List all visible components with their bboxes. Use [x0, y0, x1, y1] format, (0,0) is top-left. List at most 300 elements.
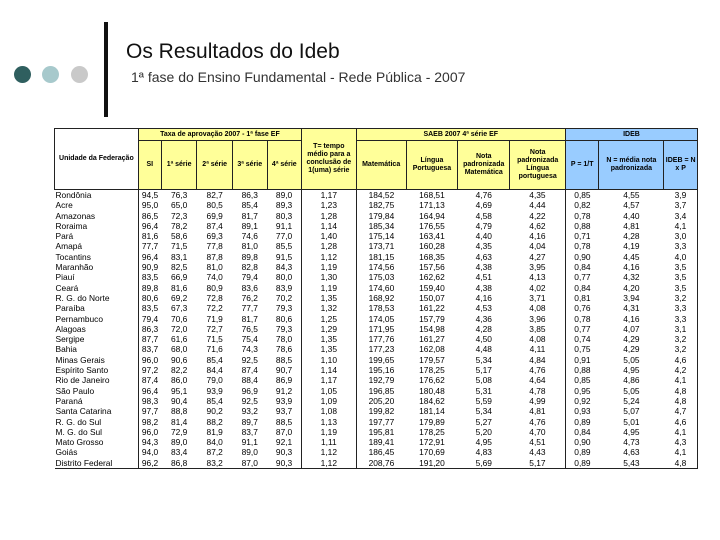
table-cell: 205,20 — [356, 396, 406, 406]
table-cell: 3,95 — [529, 262, 546, 273]
table-cell: 82,5 — [170, 262, 188, 273]
col-n: N = média nota padronizada — [599, 141, 664, 190]
table-cell: 96,0 — [138, 427, 161, 437]
table-cell: 81,7 — [241, 210, 258, 221]
state-name-cell: R. G. do Norte — [55, 292, 110, 303]
table-cell: 3,85 — [529, 323, 546, 334]
table-cell: 81,6 — [138, 231, 161, 241]
table-cell: 4,99 — [529, 395, 546, 406]
table-cell: 90,2 — [206, 406, 223, 417]
table-cell: 197,77 — [356, 417, 406, 427]
table-cell: 191,20 — [406, 458, 457, 469]
table-cell: 96,0 — [138, 355, 161, 365]
state-name-cell: Rio de Janeiro — [55, 375, 110, 386]
table-cell: 84,4 — [206, 365, 223, 376]
table-cell: 0,95 — [565, 386, 599, 396]
table-cell: 0,77 — [565, 324, 599, 334]
table-cell: 69,2 — [170, 292, 188, 303]
state-name-cell: Paraíba — [55, 303, 85, 314]
table-cell: 90,4 — [170, 395, 188, 406]
table-cell: 5,01 — [623, 416, 640, 427]
col-lingua-portuguesa: Língua Portuguesa — [406, 141, 457, 190]
table-cell: 81,9 — [206, 426, 223, 437]
table-cell: 4,76 — [475, 190, 492, 200]
table-cell: 88,5 — [275, 416, 293, 427]
table-cell: 81,0 — [206, 262, 223, 273]
table-cell: 4,69 — [475, 200, 492, 211]
table-cell: 1,14 — [302, 365, 356, 375]
table-cell: 93,9 — [275, 395, 293, 406]
table-cell: 87,4 — [206, 220, 223, 231]
state-name-cell: Roraima — [55, 220, 88, 231]
table-cell: 164,94 — [419, 210, 445, 221]
table-cell: 86,8 — [161, 458, 197, 469]
table-cell: 1,19 — [302, 427, 356, 437]
table-cell: 4,6 — [664, 417, 698, 427]
table-cell: 83,5 — [138, 303, 161, 313]
table-cell: 93,2 — [241, 406, 258, 417]
table-cell: 170,69 — [419, 447, 445, 458]
table-cell: 82,2 — [170, 365, 188, 376]
table-cell: 181,14 — [419, 406, 445, 417]
state-name-cell: Santa Catarina — [55, 406, 112, 417]
table-cell: 88,2 — [206, 416, 223, 427]
table-cell: 96,4 — [138, 221, 161, 231]
table-cell: 4,95 — [623, 426, 640, 437]
table-cell: 86,5 — [138, 211, 161, 221]
table-cell: 4,8 — [664, 396, 698, 406]
table-row — [55, 458, 698, 469]
table-cell: 79,3 — [275, 303, 293, 314]
decor-dot-grey — [71, 66, 88, 83]
state-name-cell: Minas Gerais — [55, 354, 105, 365]
table-cell: 1,14 — [302, 221, 356, 231]
table-cell: 5,24 — [623, 395, 640, 406]
table-cell: 81,0 — [241, 241, 258, 252]
table-cell: 80,6 — [138, 293, 161, 303]
table-cell: 74,0 — [206, 272, 223, 283]
table-cell: 90,7 — [275, 365, 293, 376]
table-cell: 84,3 — [275, 262, 293, 273]
table-cell: 80,0 — [275, 272, 293, 283]
table-cell: 78,6 — [275, 344, 293, 355]
table-row — [55, 314, 698, 324]
table-row — [55, 211, 698, 221]
table-cell: 1,32 — [302, 303, 356, 313]
table-cell: 179,57 — [419, 354, 445, 365]
table-cell: 86,9 — [275, 375, 293, 386]
table-cell: 177,23 — [356, 344, 406, 354]
state-name-cell: Tocantins — [55, 251, 91, 262]
table-cell: 4,83 — [475, 447, 492, 458]
table-cell: 86,3 — [138, 324, 161, 334]
header-uf: Unidade da Federação — [55, 129, 139, 190]
table-cell: 72,2 — [206, 303, 223, 314]
table-row — [55, 324, 698, 334]
table-cell: 80,6 — [275, 313, 293, 324]
table-cell: 0,89 — [565, 458, 599, 469]
table-cell: 0,74 — [565, 334, 599, 344]
table-cell: 89,7 — [241, 416, 258, 427]
col-p: P = 1/T — [565, 141, 599, 190]
table-cell: 79,0 — [206, 375, 223, 386]
table-cell: 3,96 — [529, 313, 546, 324]
table-cell: 175,14 — [356, 231, 406, 241]
slide-title: Os Resultados do Ideb — [126, 40, 340, 63]
table-cell: 74,6 — [241, 231, 258, 242]
table-cell: 5,08 — [475, 375, 492, 386]
col-serie3: 3ª série — [232, 141, 267, 190]
table-cell: 4,1 — [664, 375, 698, 385]
table-cell: 1,40 — [302, 231, 356, 241]
table-cell: 4,20 — [623, 282, 640, 293]
table-cell: 4,62 — [529, 220, 546, 231]
table-cell: 178,25 — [419, 426, 445, 437]
table-cell: 90,3 — [275, 447, 293, 458]
table-cell: 3,1 — [664, 324, 698, 334]
table-cell: 4,38 — [475, 282, 492, 293]
table-cell: 72,3 — [170, 210, 188, 221]
table-cell: 97,7 — [138, 406, 161, 416]
table-cell: 4,28 — [475, 323, 492, 334]
table-cell: 1,35 — [302, 293, 356, 303]
table-cell: 0,88 — [565, 365, 599, 375]
table-cell: 1,35 — [302, 344, 356, 354]
table-cell: 4,0 — [664, 252, 698, 262]
table-cell: 69,3 — [206, 231, 223, 242]
table-cell: 4,16 — [529, 231, 546, 242]
table-cell: 1,11 — [302, 437, 356, 447]
table-cell: 199,65 — [356, 355, 406, 365]
table-cell: 83,4 — [170, 447, 188, 458]
table-cell: 4,1 — [664, 221, 698, 231]
table-cell: 1,13 — [302, 417, 356, 427]
table-cell: 0,81 — [565, 293, 599, 303]
table-row — [55, 252, 698, 262]
table-cell: 70,2 — [275, 292, 293, 303]
table-cell: 168,35 — [419, 251, 445, 262]
table-cell: 175,03 — [356, 272, 406, 282]
table-cell: 81,6 — [170, 282, 188, 293]
table-row — [55, 334, 698, 344]
table-cell: 83,7 — [138, 344, 161, 354]
state-name-cell: Bahia — [55, 344, 77, 355]
col-ideb: IDEB = N x P — [664, 141, 698, 190]
table-cell: 97,2 — [138, 365, 161, 375]
col-serie2: 2ª série — [197, 141, 233, 190]
ideb-table — [54, 128, 698, 469]
table-cell: 86,3 — [241, 190, 258, 200]
table-cell: 4,79 — [475, 220, 492, 231]
table-cell: 92,1 — [275, 437, 293, 448]
table-cell: 5,27 — [475, 416, 492, 427]
table-row — [55, 200, 698, 210]
table-cell: 89,1 — [241, 220, 258, 231]
table-cell: 89,8 — [241, 251, 258, 262]
table-cell: 5,05 — [623, 354, 640, 365]
table-cell: 4,13 — [529, 272, 546, 283]
table-cell: 3,5 — [664, 283, 698, 293]
table-cell: 66,9 — [170, 272, 188, 283]
col-serie4: 4ª série — [267, 141, 302, 190]
table-cell: 92,5 — [241, 395, 258, 406]
table-cell: 4,63 — [475, 251, 492, 262]
table-cell: 1,10 — [302, 355, 356, 365]
table-cell: 0,92 — [565, 396, 599, 406]
table-cell: 1,12 — [302, 252, 356, 262]
table-cell: 4,08 — [529, 334, 546, 345]
table-cell: 4,02 — [529, 282, 546, 293]
table-cell: 1,35 — [302, 334, 356, 344]
state-name-cell: R. G. do Sul — [55, 416, 102, 427]
table-cell: 89,0 — [241, 447, 258, 458]
table-cell: 157,79 — [419, 313, 445, 324]
table-cell: 0,88 — [565, 221, 599, 231]
table-cell: 186,45 — [356, 447, 406, 457]
table-row — [55, 272, 698, 282]
table-cell: 87,8 — [206, 251, 223, 262]
col-si: SI — [138, 141, 161, 190]
table-row — [55, 293, 698, 303]
table-cell: 80,9 — [206, 282, 223, 293]
table-row — [55, 241, 698, 251]
table-cell: 174,05 — [356, 314, 406, 324]
table-cell: 87,4 — [138, 375, 161, 385]
table-cell: 3,3 — [664, 314, 698, 324]
table-cell: 3,5 — [664, 272, 698, 282]
table-cell: 1,25 — [302, 314, 356, 324]
decor-dot-light-teal — [42, 66, 59, 83]
table-cell: 4,58 — [475, 210, 492, 221]
table-cell: 4,29 — [623, 344, 640, 355]
table-cell: 0,89 — [565, 447, 599, 457]
table-cell: 179,89 — [419, 416, 445, 427]
table-cell: 90,3 — [267, 458, 302, 469]
table-body — [55, 190, 698, 469]
table-cell: 172,91 — [419, 437, 445, 448]
table-row — [55, 303, 698, 313]
table-cell: 90,9 — [138, 262, 161, 272]
table-cell: 81,4 — [170, 416, 188, 427]
decor-dot-dark — [14, 66, 31, 83]
table-cell: 0,85 — [565, 190, 599, 201]
table-cell: 3,4 — [664, 211, 698, 221]
table-cell: 3,0 — [664, 231, 698, 241]
state-name-cell: Amapá — [55, 241, 83, 252]
table-cell: 98,3 — [138, 396, 161, 406]
table-cell: 4,35 — [475, 241, 492, 252]
col-nota-lp: Nota padronizada Língua portuguesa — [510, 141, 566, 190]
table-cell: 83,7 — [241, 426, 258, 437]
table-cell: 179,84 — [356, 211, 406, 221]
table-cell: 98,2 — [138, 417, 161, 427]
table-cell: 0,85 — [565, 375, 599, 385]
table-cell: 1,17 — [302, 190, 356, 201]
table-cell: 5,34 — [475, 406, 492, 417]
table-cell: 96,4 — [138, 252, 161, 262]
table-cell: 1,05 — [302, 386, 356, 396]
table-cell: 174,56 — [356, 262, 406, 272]
table-cell: 177,76 — [356, 334, 406, 344]
table-cell: 78,0 — [275, 334, 293, 345]
state-name-cell: Rondônia — [55, 190, 92, 200]
table-cell: 5,69 — [458, 458, 510, 469]
table-cell: 0,84 — [565, 283, 599, 293]
table-cell: 77,8 — [206, 241, 223, 252]
state-name-cell: Pará — [55, 231, 74, 242]
table-cell: 87,2 — [206, 447, 223, 458]
table-cell: 176,55 — [419, 220, 445, 231]
table-cell: 5,34 — [475, 354, 492, 365]
table-cell: 4,04 — [529, 241, 546, 252]
table-cell: 181,15 — [356, 252, 406, 262]
table-cell: 72,9 — [170, 426, 188, 437]
table-cell: 0,84 — [565, 427, 599, 437]
table-cell: 89,8 — [138, 283, 161, 293]
table-cell: 71,9 — [206, 313, 223, 324]
table-cell: 87,4 — [241, 365, 258, 376]
state-name-cell: Sergipe — [55, 334, 85, 345]
table-cell: 171,13 — [419, 200, 445, 211]
state-name-cell: M. G. do Sul — [55, 426, 103, 437]
table-cell: 85,4 — [206, 395, 223, 406]
table-row — [55, 190, 698, 201]
table-cell: 88,5 — [275, 354, 293, 365]
table-cell: 71,6 — [206, 344, 223, 355]
table-row — [55, 283, 698, 293]
table-cell: 69,9 — [206, 210, 223, 221]
table-cell: 4,22 — [529, 210, 546, 221]
table-cell: 1,19 — [302, 262, 356, 272]
table-cell: 91,1 — [241, 437, 258, 448]
table-cell: 93,7 — [275, 406, 293, 417]
table-cell: 0,78 — [565, 314, 599, 324]
table-cell: 82,7 — [206, 190, 223, 200]
table-cell: 78,2 — [170, 220, 188, 231]
state-name-cell: São Paulo — [55, 385, 95, 396]
table-row — [55, 221, 698, 231]
table-cell: 168,51 — [419, 190, 445, 200]
table-cell: 4,6 — [664, 355, 698, 365]
table-cell: 189,41 — [356, 437, 406, 447]
table-cell: 96,2 — [138, 458, 161, 469]
table-cell: 4,50 — [475, 334, 492, 345]
table-row — [55, 427, 698, 437]
table-cell: 176,62 — [419, 375, 445, 386]
table-cell: 0,77 — [565, 272, 599, 282]
col-matematica: Matemática — [356, 141, 406, 190]
table-cell: 92,5 — [241, 354, 258, 365]
table-cell: 4,84 — [529, 354, 546, 365]
header-tempo: T= tempo médio para a conclusão de 1(uma) série — [302, 129, 356, 190]
table-cell: 75,4 — [241, 334, 258, 345]
table-cell: 94,3 — [138, 437, 161, 447]
table-cell: 84,0 — [206, 437, 223, 448]
table-cell: 96,9 — [241, 385, 258, 396]
header-taxa: Taxa de aprovação 2007 - 1ª fase EF — [138, 129, 301, 141]
state-name-cell: Espírito Santo — [55, 365, 109, 376]
table-cell: 5,43 — [599, 458, 664, 469]
table-cell: 4,53 — [475, 303, 492, 314]
col-serie1: 1ª série — [161, 141, 197, 190]
table-cell: 1,08 — [302, 406, 356, 416]
table-cell: 0,82 — [565, 200, 599, 210]
table-cell: 4,11 — [529, 344, 546, 355]
table-cell: 3,71 — [529, 292, 546, 303]
table-cell: 94,5 — [138, 190, 161, 201]
table-cell: 4,95 — [475, 437, 492, 448]
table-cell: 79,3 — [275, 323, 293, 334]
table-cell: 0,71 — [565, 231, 599, 241]
table-row — [55, 365, 698, 375]
table-cell: 3,2 — [664, 334, 698, 344]
table-cell: 1,09 — [302, 396, 356, 406]
table-cell: 0,93 — [565, 406, 599, 416]
table-cell: 91,5 — [275, 251, 293, 262]
table-cell: 4,32 — [623, 272, 640, 283]
table-cell: 85,4 — [241, 200, 258, 211]
table-row — [55, 262, 698, 272]
table-cell: 4,81 — [529, 406, 546, 417]
table-cell: 4,73 — [623, 437, 640, 448]
header-ideb: IDEB — [565, 129, 697, 141]
table-cell: 72,8 — [206, 292, 223, 303]
table-cell: 0,78 — [565, 241, 599, 251]
table-cell: 1,12 — [302, 447, 356, 457]
table-cell: 4,43 — [529, 447, 546, 458]
table-cell: 83,9 — [275, 282, 293, 293]
table-cell: 87,0 — [232, 458, 267, 469]
table-cell: 4,19 — [623, 241, 640, 252]
table-cell: 3,2 — [664, 344, 698, 354]
table-row — [55, 447, 698, 457]
table-cell: 4,1 — [664, 427, 698, 437]
table-cell: 95,0 — [138, 200, 161, 210]
table-cell: 76,2 — [241, 292, 258, 303]
table-cell: 4,78 — [529, 385, 546, 396]
table-row — [55, 417, 698, 427]
table-row — [55, 386, 698, 396]
table-cell: 0,91 — [565, 355, 599, 365]
table-cell: 88,4 — [241, 375, 258, 386]
table-cell: 1,30 — [302, 272, 356, 282]
state-name-cell: Maranhão — [55, 262, 94, 273]
state-name-cell: Distrito Federal — [55, 458, 139, 469]
table-cell: 3,7 — [664, 200, 698, 210]
table-cell: 4,16 — [475, 292, 492, 303]
table-cell: 4,35 — [529, 190, 546, 200]
table-cell: 89,0 — [170, 437, 188, 448]
table-cell: 199,82 — [356, 406, 406, 416]
table-cell: 95,1 — [170, 385, 188, 396]
table-cell: 160,28 — [419, 241, 445, 252]
table-cell: 1,23 — [302, 200, 356, 210]
table-cell: 4,40 — [623, 210, 640, 221]
table-cell: 83,1 — [170, 251, 188, 262]
state-name-cell: Acre — [55, 200, 73, 211]
table-cell: 157,56 — [419, 262, 445, 273]
table-cell: 61,6 — [170, 334, 188, 345]
table-cell: 5,17 — [475, 365, 492, 376]
table-cell: 4,57 — [623, 200, 640, 211]
table-cell: 4,1 — [664, 447, 698, 457]
state-name-cell: Pernambuco — [55, 313, 103, 324]
title-divider — [104, 22, 108, 117]
table-cell: 4,45 — [623, 251, 640, 262]
table-cell: 4,48 — [475, 344, 492, 355]
table-cell: 1,12 — [302, 458, 356, 469]
table-cell: 208,76 — [356, 458, 406, 469]
